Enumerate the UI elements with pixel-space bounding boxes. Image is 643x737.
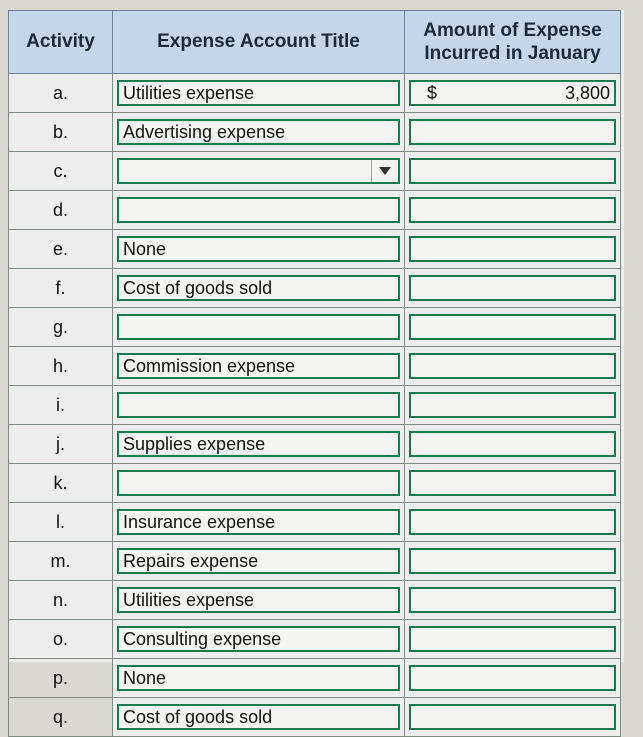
amount-input[interactable]: [409, 626, 616, 652]
account-title-value: Utilities expense: [123, 589, 255, 610]
activity-label: c.: [9, 152, 113, 191]
amount-input[interactable]: [409, 665, 616, 691]
account-title-value: None: [123, 667, 167, 688]
amount-cell: [405, 542, 621, 581]
table-row: [9, 308, 621, 347]
activity-label: b.: [9, 113, 113, 152]
account-title-input[interactable]: [117, 275, 400, 301]
account-title-value: Supplies expense: [123, 433, 266, 454]
amount-cell: [405, 503, 621, 542]
amount-header-line2: Incurred in January: [424, 43, 601, 64]
header-row: [9, 11, 621, 74]
table-row: [9, 542, 621, 581]
amount-cell: [405, 269, 621, 308]
account-title-input[interactable]: [117, 80, 400, 106]
activity-label: d.: [9, 191, 113, 230]
account-title-value: Advertising expense: [123, 121, 286, 142]
account-title-header: Expense Account Title: [113, 11, 405, 74]
amount-cell: [405, 191, 621, 230]
amount-cell: [405, 308, 621, 347]
amount-cell: [405, 113, 621, 152]
amount-cell: [405, 425, 621, 464]
activity-label: g.: [9, 308, 113, 347]
currency-symbol: $: [427, 82, 438, 103]
table-row: [9, 425, 621, 464]
activity-label: h.: [9, 347, 113, 386]
amount-input[interactable]: [409, 275, 616, 301]
table-row: [9, 464, 621, 503]
account-cell: [113, 269, 405, 308]
activity-label: e.: [9, 230, 113, 269]
table-row: [9, 386, 621, 425]
amount-header-line1: Amount of Expense: [423, 20, 602, 41]
amount-cell: [405, 230, 621, 269]
activity-header: Activity: [9, 11, 113, 74]
account-title-input[interactable]: [117, 587, 400, 613]
amount-input[interactable]: [409, 548, 616, 574]
account-cell: [113, 74, 405, 113]
table-row: [9, 503, 621, 542]
account-cell: [113, 347, 405, 386]
account-cell: [113, 581, 405, 620]
account-title-input[interactable]: [117, 665, 400, 691]
amount-input[interactable]: [409, 587, 616, 613]
activity-label: o.: [9, 620, 113, 659]
account-cell: [113, 620, 405, 659]
account-title-input[interactable]: [117, 236, 400, 262]
account-cell: [113, 113, 405, 152]
amount-input[interactable]: [409, 197, 616, 223]
account-title-value: Repairs expense: [123, 550, 259, 571]
amount-header: [405, 11, 621, 74]
amount-cell: [405, 74, 621, 113]
account-cell: [113, 191, 405, 230]
account-cell: [113, 698, 405, 737]
amount-input[interactable]: [409, 236, 616, 262]
activity-label: n.: [9, 581, 113, 620]
worksheet: [8, 10, 624, 727]
amount-input[interactable]: [409, 431, 616, 457]
table-row: [9, 620, 621, 659]
account-title-input[interactable]: [117, 548, 400, 574]
activity-label: j.: [9, 425, 113, 464]
account-title-value: Consulting expense: [123, 628, 282, 649]
account-cell: [113, 464, 405, 503]
amount-cell: [405, 620, 621, 659]
expense-table: [8, 10, 621, 737]
account-title-input[interactable]: [117, 314, 400, 340]
account-title-value: Utilities expense: [123, 82, 255, 103]
table-row: [9, 191, 621, 230]
account-cell: [113, 542, 405, 581]
account-cell: [113, 503, 405, 542]
account-title-input[interactable]: [117, 119, 400, 145]
account-cell: [113, 230, 405, 269]
account-title-input[interactable]: [117, 626, 400, 652]
amount-input[interactable]: [409, 509, 616, 535]
activity-label: l.: [9, 503, 113, 542]
table-row: [9, 347, 621, 386]
account-title-input[interactable]: [117, 431, 400, 457]
account-title-input[interactable]: [117, 353, 400, 379]
activity-label: p.: [9, 659, 113, 698]
activity-label: a.: [9, 74, 113, 113]
account-title-select[interactable]: [117, 158, 400, 184]
amount-input[interactable]: [409, 314, 616, 340]
amount-cell: [405, 152, 621, 191]
activity-label: q.: [9, 698, 113, 737]
table-row: [9, 659, 621, 698]
account-title-value: None: [123, 238, 167, 259]
amount-cell: [405, 464, 621, 503]
account-title-value: Cost of goods sold: [123, 706, 273, 727]
amount-input[interactable]: [409, 158, 616, 184]
account-cell: [113, 386, 405, 425]
table-row: [9, 113, 621, 152]
amount-input[interactable]: [409, 119, 616, 145]
amount-input[interactable]: [409, 470, 616, 496]
amount-value: 3,800: [564, 82, 610, 103]
table-row: [9, 581, 621, 620]
amount-input[interactable]: [409, 704, 616, 730]
account-title-input[interactable]: [117, 392, 400, 418]
amount-cell: [405, 386, 621, 425]
table-row: [9, 152, 621, 191]
activity-label: m.: [9, 542, 113, 581]
amount-cell: [405, 659, 621, 698]
activity-label: k.: [9, 464, 113, 503]
account-cell: [113, 308, 405, 347]
table-row: [9, 269, 621, 308]
table-row: [9, 230, 621, 269]
caret-down-icon[interactable]: [371, 160, 398, 182]
activity-label: f.: [9, 269, 113, 308]
amount-cell: [405, 698, 621, 737]
activity-label: i.: [9, 386, 113, 425]
account-cell: [113, 152, 405, 191]
amount-input[interactable]: [409, 80, 616, 106]
account-title-value: Commission expense: [123, 355, 296, 376]
account-cell: [113, 425, 405, 464]
amount-cell: [405, 581, 621, 620]
table-row: [9, 698, 621, 737]
account-title-input[interactable]: [117, 704, 400, 730]
account-title-input[interactable]: [117, 470, 400, 496]
amount-input[interactable]: [409, 392, 616, 418]
account-title-value: Cost of goods sold: [123, 277, 273, 298]
account-title-value: Insurance expense: [123, 511, 276, 532]
account-cell: [113, 659, 405, 698]
amount-cell: [405, 347, 621, 386]
table-row: [9, 74, 621, 113]
account-title-input[interactable]: [117, 197, 400, 223]
account-title-input[interactable]: [117, 509, 400, 535]
amount-input[interactable]: [409, 353, 616, 379]
